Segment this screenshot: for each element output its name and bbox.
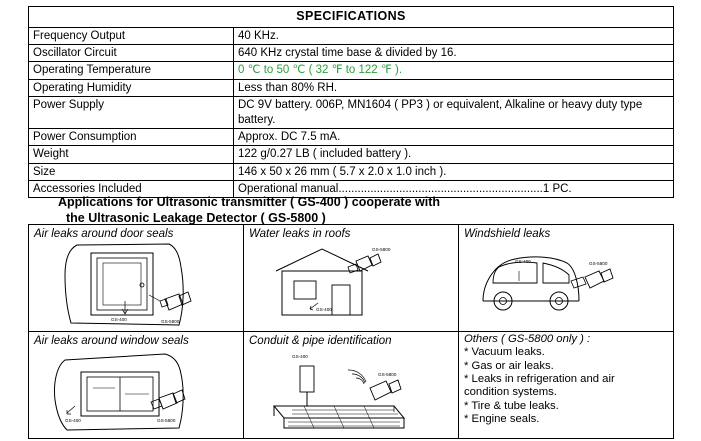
- spec-label: Weight: [29, 146, 234, 163]
- application-caption: Conduit & pipe identification: [249, 335, 392, 347]
- specifications-title: SPECIFICATIONS: [29, 7, 674, 28]
- conduit-illustration: [244, 348, 458, 438]
- application-caption: Air leaks around door seals: [34, 228, 174, 240]
- part-label: GS-400: [515, 259, 531, 264]
- spec-value: 122 g/0.27 LB ( included battery ).: [234, 146, 674, 163]
- list-item: * Engine seals.: [464, 412, 540, 425]
- specifications-section: [28, 6, 674, 198]
- table-row: [29, 7, 674, 28]
- applications-grid: [28, 224, 674, 439]
- others-list-block: [459, 332, 673, 426]
- part-label: GS-5800: [589, 261, 608, 266]
- part-label: GS-400: [65, 418, 81, 423]
- window-seal-illustration: [29, 348, 243, 438]
- table-row: [29, 27, 674, 44]
- application-caption: Water leaks in roofs: [249, 228, 351, 240]
- application-cell-windshield-leaks: [459, 225, 674, 332]
- part-label: GS-5800: [161, 319, 180, 324]
- others-list: [464, 346, 669, 426]
- spec-value: 146 x 50 x 26 mm ( 5.7 x 2.0 x 1.0 inch ).: [234, 163, 674, 180]
- application-cell-others: [459, 332, 674, 439]
- list-item: * Gas or air leaks.: [464, 359, 554, 372]
- spec-label: Size: [29, 163, 234, 180]
- table-row: [29, 97, 674, 129]
- application-cell-door-seals: [29, 225, 244, 332]
- list-item: * Leaks in refrigeration and air: [464, 372, 615, 385]
- application-cell-roof-leaks: [244, 225, 459, 332]
- spec-value: Operational manual................................................................1 PC.: [234, 181, 674, 198]
- spec-label: Power Consumption: [29, 128, 234, 145]
- spec-value: DC 9V battery. 006P, MN1604 ( PP3 ) or equivalent, Alkaline or heavy duty type battery.: [234, 97, 674, 129]
- table-row: [29, 79, 674, 96]
- part-label: GS-400: [316, 307, 332, 312]
- roof-leak-illustration: [244, 241, 458, 331]
- application-caption: Air leaks around window seals: [34, 335, 189, 347]
- windshield-illustration: [459, 241, 673, 331]
- part-label: GS-400: [292, 354, 308, 359]
- spec-label: Operating Temperature: [29, 62, 234, 79]
- part-label: GS-5800: [378, 372, 397, 377]
- table-row: [29, 146, 674, 163]
- part-label: GS-400: [111, 317, 127, 322]
- spec-value: 0 ℃ to 50 ℃ ( 32 ℉ to 122 ℉ ).: [234, 62, 674, 79]
- spec-value: 640 KHz crystal time base & divided by 16.: [234, 45, 674, 62]
- table-row: [29, 45, 674, 62]
- spec-label: Power Supply: [29, 97, 234, 129]
- spec-value: Less than 80% RH.: [234, 79, 674, 96]
- applications-heading-line2: the Ultrasonic Leakage Detector ( GS-5800 ): [66, 211, 326, 226]
- list-item: condition systems.: [464, 386, 557, 399]
- applications-row: [29, 225, 674, 332]
- table-row: [29, 128, 674, 145]
- spec-value: Approx. DC 7.5 mA.: [234, 128, 674, 145]
- table-row: [29, 163, 674, 180]
- others-heading: Others ( GS-5800 only ) :: [464, 333, 591, 345]
- application-cell-conduit-identification: [244, 332, 459, 439]
- spec-label: Frequency Output: [29, 27, 234, 44]
- list-item: * Tire & tube leaks.: [464, 399, 559, 412]
- part-label: GS-5800: [157, 418, 176, 423]
- application-cell-window-seals: [29, 332, 244, 439]
- spec-label: Oscillator Circuit: [29, 45, 234, 62]
- applications-heading: [58, 194, 658, 227]
- spec-label: Operating Humidity: [29, 79, 234, 96]
- specifications-table: [28, 6, 674, 198]
- part-label: GS-5800: [372, 247, 391, 252]
- applications-heading-line1: Applications for Ultrasonic transmitter ( GS-400 ) cooperate with: [58, 195, 441, 209]
- list-item: * Vacuum leaks.: [464, 346, 545, 359]
- application-caption: Windshield leaks: [464, 228, 551, 240]
- spec-label: Accessories Included: [29, 181, 234, 198]
- applications-row: [29, 332, 674, 439]
- table-row: [29, 62, 674, 79]
- door-seal-illustration: [29, 241, 243, 331]
- spec-value: 40 KHz.: [234, 27, 674, 44]
